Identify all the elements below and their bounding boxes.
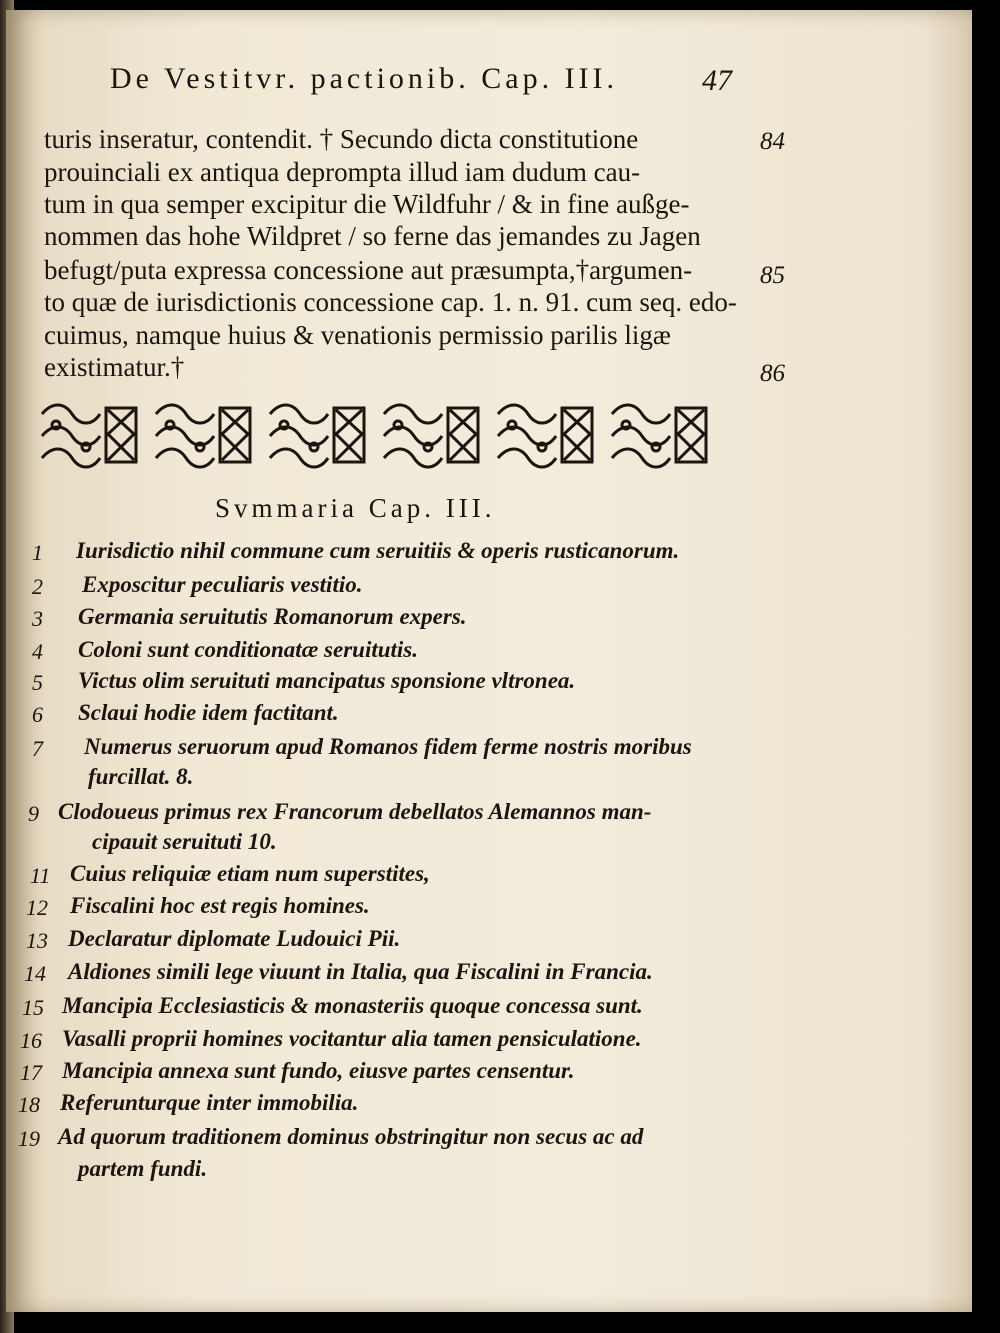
item-text: Declaratur diplomate Ludouici Pii. — [68, 926, 401, 951]
item-number: 1 — [32, 540, 43, 565]
running-header — [110, 62, 760, 106]
item-number: 9 — [28, 801, 39, 826]
body-line: prouinciali ex antiqua deprompta illud iam dudum cau- — [44, 157, 641, 187]
item-number: 16 — [20, 1028, 42, 1053]
item-text: partem fundi. — [78, 1156, 208, 1181]
item-number: 12 — [26, 895, 48, 920]
item-number: 14 — [24, 961, 46, 986]
item-text: Sclaui hodie idem factitant. — [78, 700, 339, 725]
item-number: 4 — [32, 639, 43, 664]
item-number: 2 — [32, 574, 43, 599]
body-line: cuimus, namque huius & venationis permissio parilis ligæ — [44, 320, 671, 350]
body-line: turis inseratur, contendit. † Secundo dicta constitutione — [44, 124, 639, 154]
item-number: 13 — [26, 928, 48, 953]
body-line: befugt/puta expressa concessione aut præsumpta,†argumen- — [44, 255, 693, 285]
item-number: 19 — [18, 1126, 40, 1151]
item-text: Mancipia annexa sunt fundo, eiusve partes censentur. — [62, 1058, 575, 1083]
item-number: 11 — [30, 863, 51, 888]
item-text: Cuius reliquiæ etiam num superstites, — [70, 861, 430, 886]
item-text: Fiscalini hoc est regis homines. — [70, 893, 370, 918]
marginal-number: 86 — [760, 360, 785, 387]
item-text: Ad quorum traditionem dominus obstringitur non secus ac ad — [58, 1124, 644, 1149]
decorative-border-ornament — [38, 400, 728, 472]
item-number: 3 — [32, 606, 43, 631]
item-text: Aldiones simili lege viuunt in Italia, qua Fiscalini in Francia. — [68, 959, 653, 984]
item-text: Coloni sunt conditionatæ seruitutis. — [78, 637, 419, 662]
body-line: existimatur.† — [44, 352, 185, 382]
body-line: nommen das hohe Wildpret / so ferne das jemandes zu Jagen — [44, 221, 701, 251]
item-text: cipauit seruituti 10. — [92, 829, 277, 854]
item-text: Vasalli proprii homines vocitantur alia tamen pensiculatione. — [62, 1026, 642, 1051]
item-text: Iurisdictio nihil commune cum seruitiis & operis rusticanorum. — [76, 538, 680, 563]
marginal-number: 84 — [760, 128, 785, 155]
item-text: Clodoueus primus rex Francorum debellatos Alemannos man- — [58, 799, 652, 824]
item-text: furcillat. 8. — [88, 764, 194, 789]
page-number: 47 — [702, 64, 732, 97]
header-title: De Vestitvr. pactionib. Cap. III. — [110, 62, 619, 95]
summary-heading: Svmmaria Cap. III. — [215, 493, 496, 523]
item-text: Numerus seruorum apud Romanos fidem ferme nostris moribus — [84, 734, 692, 759]
body-line: tum in qua semper excipitur die Wildfuhr / & in fine außge- — [44, 189, 690, 219]
item-text: Mancipia Ecclesiasticis & monasteriis quoque concessa sunt. — [62, 993, 643, 1018]
item-text: Exposcitur peculiaris vestitio. — [82, 572, 363, 597]
item-number: 6 — [32, 702, 43, 727]
item-number: 18 — [18, 1092, 40, 1117]
item-number: 5 — [32, 670, 43, 695]
item-text: Victus olim seruituti mancipatus sponsione vltronea. — [78, 668, 576, 693]
body-line: to quæ de iurisdictionis concessione cap. 1. n. 91. cum seq. edo- — [44, 287, 737, 317]
item-text: Referunturque inter immobilia. — [60, 1090, 359, 1115]
item-number: 17 — [20, 1060, 42, 1085]
item-number: 15 — [22, 995, 44, 1020]
item-text: Germania seruitutis Romanorum expers. — [78, 604, 467, 629]
item-number: 7 — [32, 736, 43, 761]
marginal-number: 85 — [760, 262, 785, 289]
